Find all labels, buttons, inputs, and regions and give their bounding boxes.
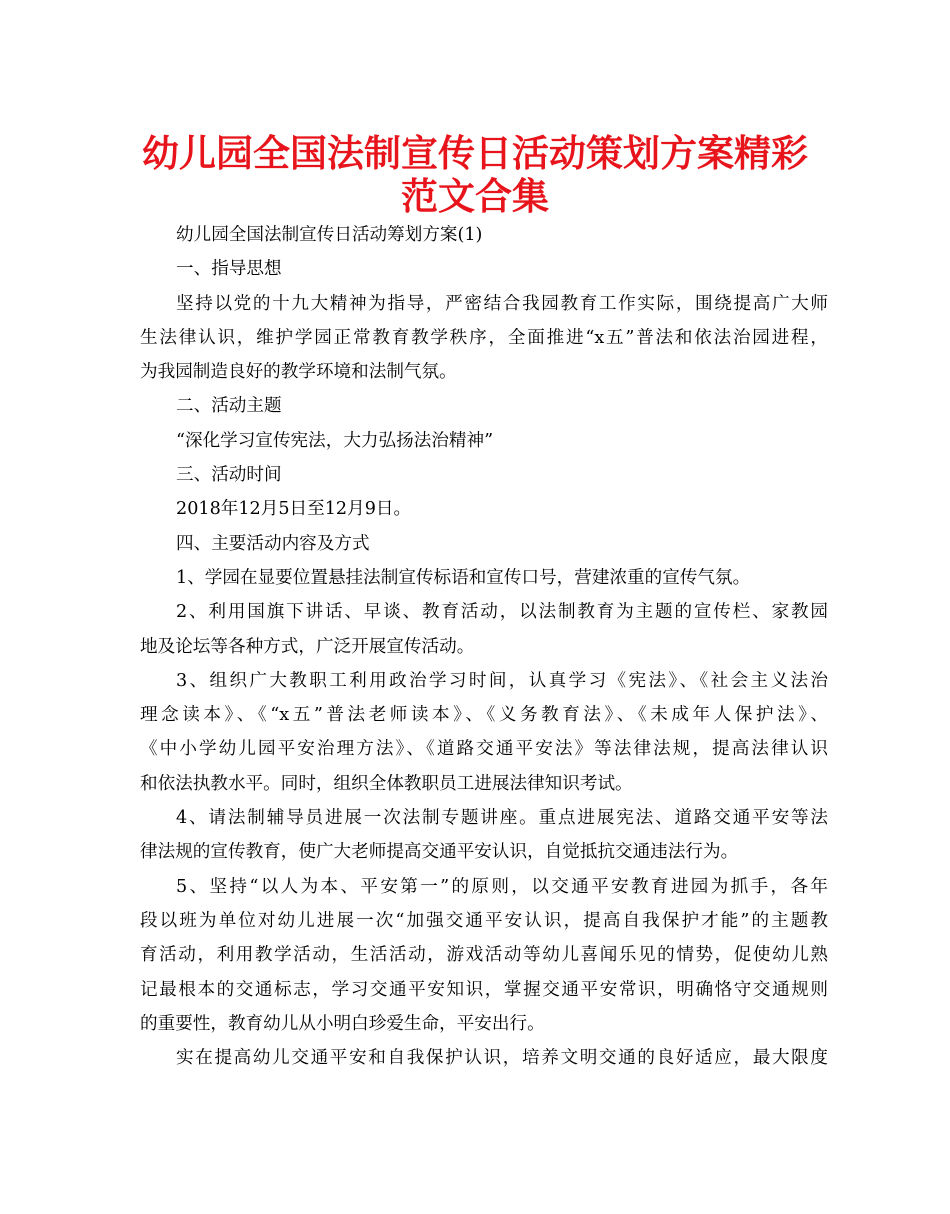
paragraph-line: 1、学园在显要位置悬挂法制宣传标语和宣传口号，营建浓重的宣传气氛。: [176, 567, 751, 588]
paragraph-line: 理念读本》、《“x五”普法老师读本》、《义务教育法》、《未成年人保护法》、: [140, 705, 828, 726]
paragraph-line: 2、利用国旗下讲话、早谈、教育活动，以法制教育为主题的宣传栏、家教园: [176, 602, 828, 623]
paragraph-line: 坚持以党的十九大精神为指导，严密结合我园教育工作实际，围绕提高广大师: [176, 293, 828, 314]
section-heading-3: 三、活动时间: [176, 465, 282, 486]
document-title-line-2: 范文合集: [401, 175, 549, 218]
paragraph-line: 段以班为单位对幼儿进展一次“加强交通平安认识，提高自我保护才能”的主题教: [140, 910, 828, 931]
paragraph-line: 育活动，利用教学活动，生活活动，游戏活动等幼儿喜闻乐见的情势，促使幼儿熟: [140, 945, 828, 966]
subtitle: 幼儿园全国法制宣传日活动筹划方案(1): [176, 225, 483, 245]
paragraph-line: “深化学习宣传宪法，大力弘扬法治精神”: [176, 430, 494, 451]
paragraph-line: 记最根本的交通标志，学习交通平安知识，掌握交通平安常识，明确恪守交通规则: [140, 979, 828, 1000]
paragraph-line: 生法律认识，维护学园正常教育教学秩序，全面推进“x五”普法和依法治园进程，: [140, 327, 828, 348]
section-heading-4: 四、主要活动内容及方式: [176, 533, 370, 554]
paragraph-line: 实在提高幼儿交通平安和自我保护认识，培养文明交通的良好适应，最大限度: [176, 1048, 828, 1069]
paragraph-line: 4、请法制辅导员进展一次法制专题讲座。重点进展宪法、道路交通平安等法: [176, 808, 828, 829]
paragraph-line: 和依法执教水平。同时，组织全体教职员工进展法律知识考试。: [140, 773, 633, 794]
paragraph-line: 2018年12月5日至12月9日。: [176, 499, 412, 520]
paragraph-line: 地及论坛等各种方式，广泛开展宣传活动。: [140, 636, 475, 657]
paragraph-line: 的重要性，教育幼儿从小明白珍爱生命，平安出行。: [140, 1013, 545, 1034]
section-heading-1: 一、指导思想: [176, 259, 282, 280]
paragraph-line: 《中小学幼儿园平安治理方法》、《道路交通平安法》等法律法规，提高法律认识: [140, 739, 828, 760]
paragraph-line: 3、组织广大教职工利用政治学习时间，认真学习《宪法》、《社会主义法治: [176, 670, 828, 691]
paragraph-line: 律法规的宣传教育，使广大老师提高交通平安认识，自觉抵抗交通违法行为。: [140, 842, 739, 863]
paragraph-line: 为我园制造良好的教学环境和法制气氛。: [140, 362, 457, 383]
paragraph-line: 5、坚持“以人为本、平安第一”的原则，以交通平安教育进园为抓手，各年: [176, 876, 828, 897]
section-heading-2: 二、活动主题: [176, 396, 282, 417]
document-body: [140, 218, 828, 1075]
document-title-line-1: 幼儿园全国法制宣传日活动策划方案精彩: [142, 132, 808, 175]
